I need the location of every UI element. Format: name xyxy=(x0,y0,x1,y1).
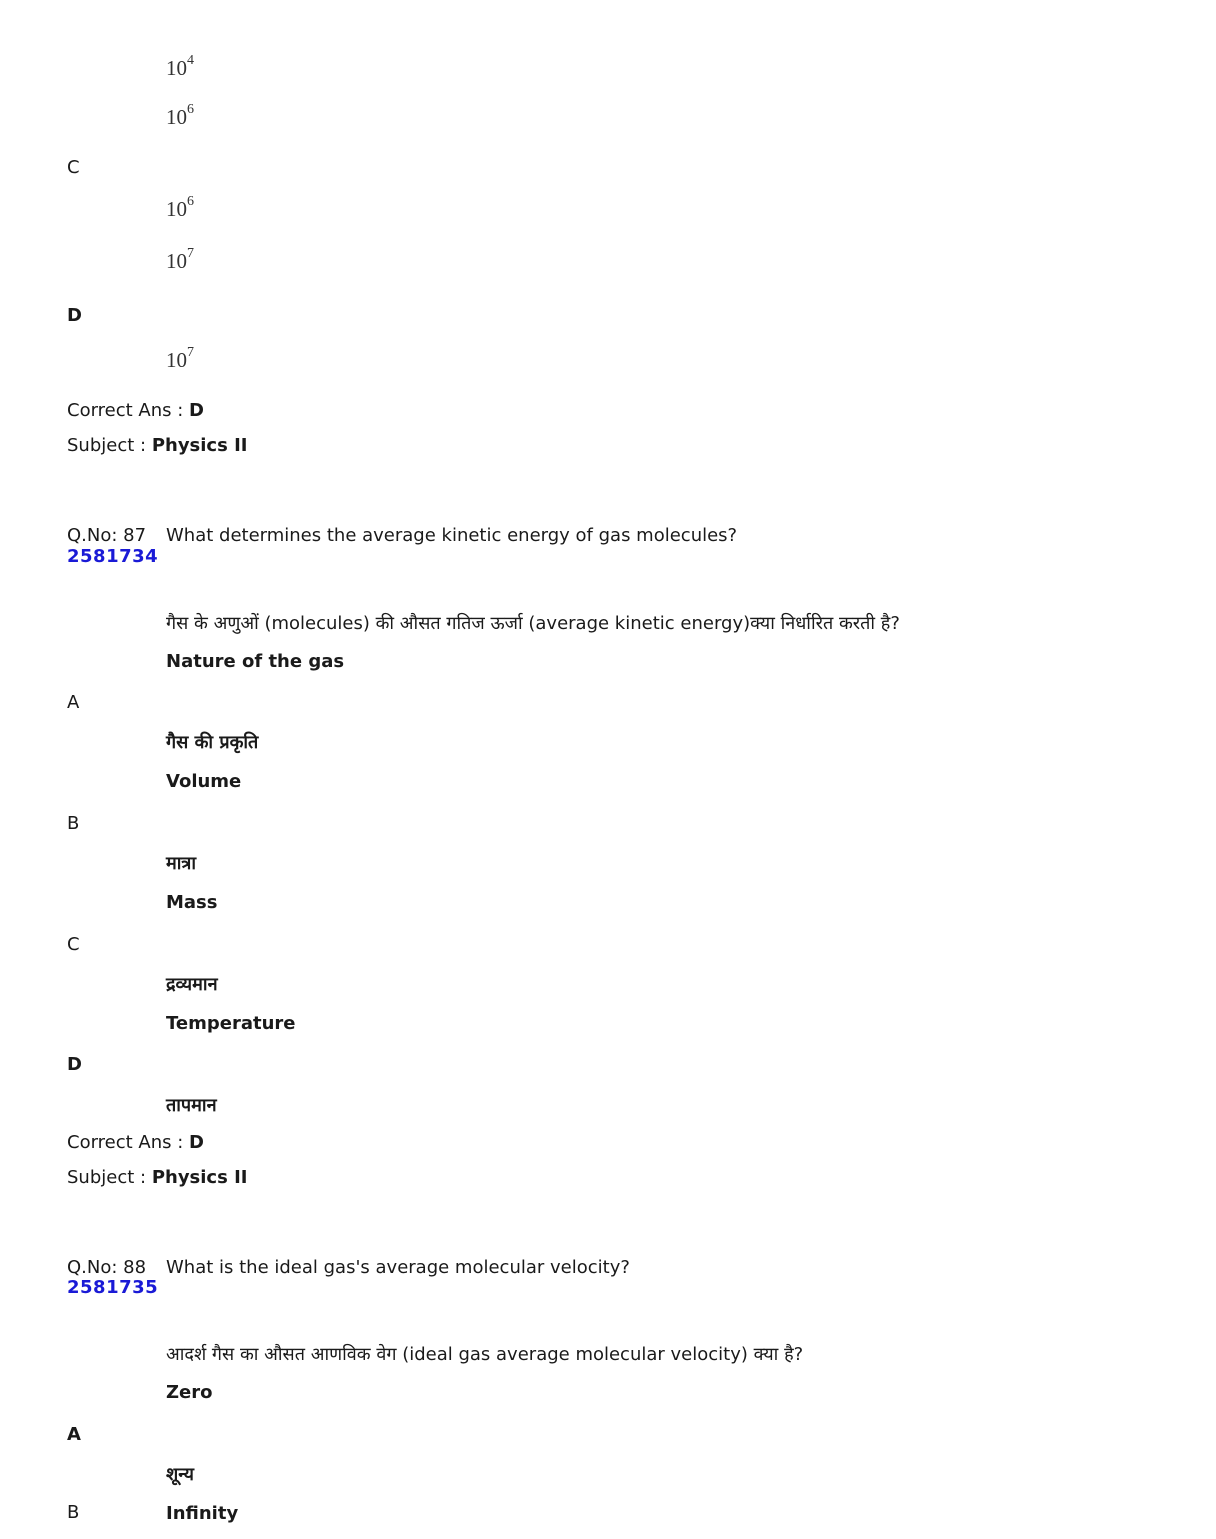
option-text-en: Mass xyxy=(166,892,218,913)
option-d-label: D xyxy=(67,305,82,326)
option-b-label: B xyxy=(67,813,80,834)
option-a-label: A xyxy=(67,1424,81,1445)
subject-value: Physics II xyxy=(151,1167,248,1188)
question-number: Q.No: 88 xyxy=(67,1257,147,1278)
correct-answer-label: Correct Ans : xyxy=(67,400,184,421)
power-exponent: 6 xyxy=(187,102,194,117)
subject-value: Physics II xyxy=(151,435,248,456)
subject-label: Subject : xyxy=(67,1167,147,1188)
option-text-en: Zero xyxy=(166,1382,213,1403)
correct-answer-label: Correct Ans : xyxy=(67,1132,184,1153)
option-text-en: Nature of the gas xyxy=(166,651,345,672)
option-text-hi: मात्रा xyxy=(166,853,197,874)
option-c-line-2 xyxy=(166,246,194,274)
option-c-label: C xyxy=(67,934,80,955)
option-text-hi: तापमान xyxy=(166,1095,217,1116)
power-exponent: 4 xyxy=(187,53,194,68)
option-d-line-1 xyxy=(166,345,194,373)
correct-answer xyxy=(67,400,204,421)
option-text-en: Infinity xyxy=(166,1503,239,1524)
subject xyxy=(67,1167,247,1188)
question-number: Q.No: 87 xyxy=(67,525,147,546)
question-text-en: What determines the average kinetic energy of gas molecules? xyxy=(166,525,738,546)
option-text-hi: गैस की प्रकृति xyxy=(166,732,259,753)
subject-label: Subject : xyxy=(67,435,147,456)
power-exponent: 7 xyxy=(187,345,194,360)
power-base: 10 xyxy=(166,197,187,221)
correct-answer-value: D xyxy=(189,1132,204,1153)
power-base: 10 xyxy=(166,56,187,80)
question-id: 2581734 xyxy=(67,546,159,567)
option-text-hi: द्रव्यमान xyxy=(166,974,218,995)
question-text-hi: गैस के अणुओं (molecules) की औसत गतिज ऊर्जा (average kinetic energy)क्या निर्धारित करती है? xyxy=(166,613,900,634)
option-text-en: Volume xyxy=(166,771,242,792)
option-d-label: D xyxy=(67,1054,82,1075)
question-text-hi: आदर्श गैस का औसत आणविक वेग (ideal gas average molecular velocity) क्या है? xyxy=(166,1344,804,1365)
option-b-line-1 xyxy=(166,53,194,81)
subject xyxy=(67,435,247,456)
power-exponent: 6 xyxy=(187,194,194,209)
option-c-line-1 xyxy=(166,194,194,222)
option-c-label: C xyxy=(67,157,80,178)
power-base: 10 xyxy=(166,348,187,372)
power-base: 10 xyxy=(166,105,187,129)
option-a-label: A xyxy=(67,692,80,713)
option-text-hi: शून्य xyxy=(166,1464,194,1485)
power-exponent: 7 xyxy=(187,246,194,261)
power-base: 10 xyxy=(166,249,187,273)
option-b-line-2 xyxy=(166,102,194,130)
option-b-label: B xyxy=(67,1502,80,1523)
correct-answer xyxy=(67,1132,204,1153)
correct-answer-value: D xyxy=(189,400,204,421)
question-id: 2581735 xyxy=(67,1277,159,1298)
option-text-en: Temperature xyxy=(166,1013,296,1034)
question-text-en: What is the ideal gas's average molecular velocity? xyxy=(166,1257,630,1278)
